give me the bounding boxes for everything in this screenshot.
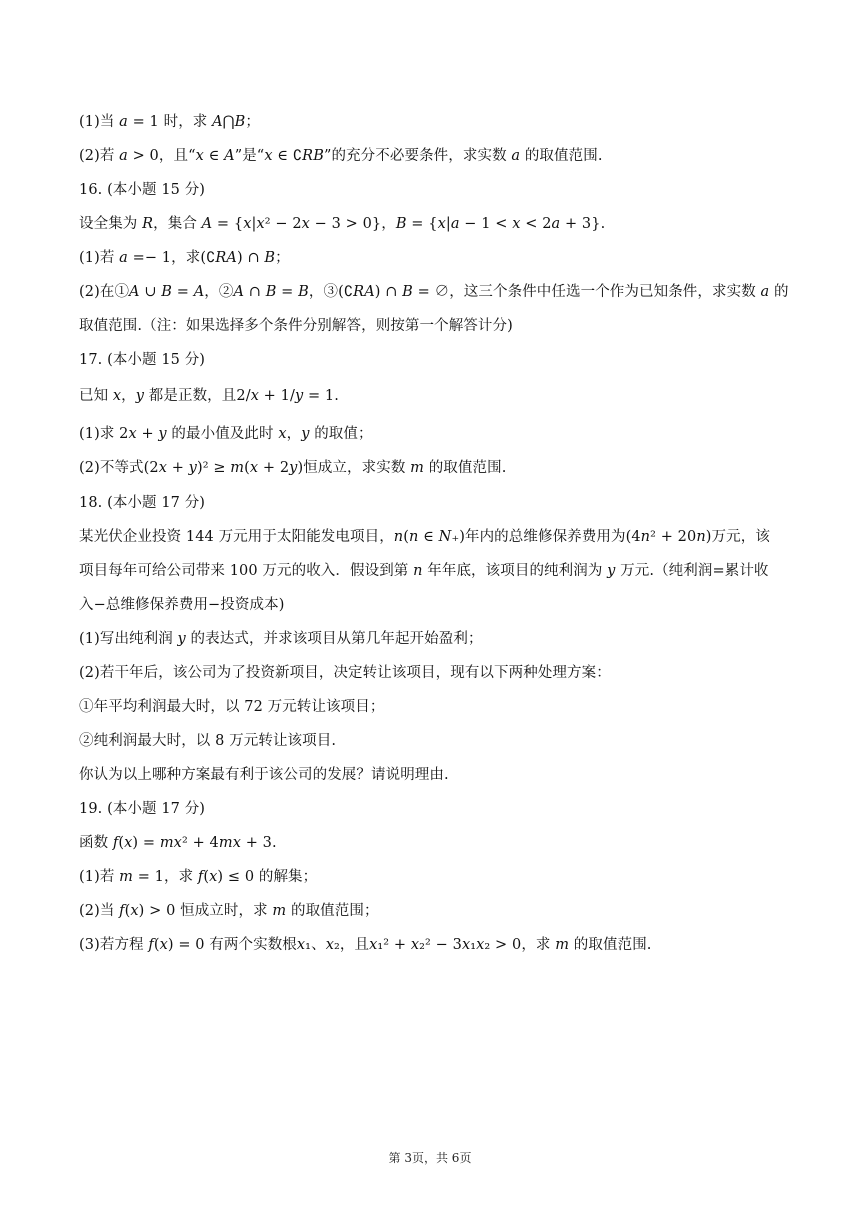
q19-part2: (2)当 𝑓(𝑥) > 0 恒成立时，求 𝑚 的取值范围； [79, 903, 379, 919]
q17-part2: (2)不等式(2𝑥 + 𝑦)² ≥ 𝑚(𝑥 + 2𝑦)恒成立，求实数 𝑚 的取值范围. [79, 460, 507, 476]
q18-part1: (1)写出纯利润 𝑦 的表达式，并求该项目从第几年起开始盈利； [79, 631, 483, 647]
document-page [79, 0, 789, 1216]
page-footer: 第 3页，共 6页 [388, 1151, 472, 1165]
q15-part2: (2)若 𝑎 > 0，且“𝑥 ∈ 𝐴”是“𝑥 ∈ ∁𝑅𝐵”的充分不必要条件，求实数 𝑎 的取值范围. [79, 148, 603, 164]
q19-part1: (1)若 𝑚 = 1，求 𝑓(𝑥) ≤ 0 的解集； [79, 869, 318, 885]
q18-stem-line2: 项目每年可给公司带来 100 万元的收入．假设到第 𝑛 年年底，该项目的纯利润为 𝑦 万元.（纯利润=累计收 [79, 563, 769, 579]
q18-stem-line1: 某光伏企业投资 144 万元用于太阳能发电项目，𝑛(𝑛 ∈ 𝑁₊)年内的总维修保养费用为(4𝑛² + 20𝑛)万元，该 [79, 529, 770, 545]
q17-part1: (1)求 2𝑥 + 𝑦 的最小值及此时 𝑥，𝑦 的取值； [79, 426, 373, 442]
q18-option1: ①年平均利润最大时，以 72 万元转让该项目； [79, 699, 385, 715]
q19-stem: 函数 𝑓(𝑥) = 𝑚𝑥² + 4𝑚𝑥 + 3. [79, 835, 277, 851]
q19-part3: (3)若方程 𝑓(𝑥) = 0 有两个实数根𝑥₁、𝑥₂，且𝑥₁² + 𝑥₂² − 3𝑥₁𝑥₂ > 0，求 𝑚 的取值范围. [79, 937, 652, 953]
q17-heading: 17. (本小题 15 分) [79, 352, 206, 368]
q16-part1: (1)若 𝑎 =− 1，求(∁𝑅𝐴) ∩ 𝐵； [79, 250, 290, 266]
q19-heading: 19. (本小题 17 分) [79, 801, 206, 817]
q16-heading: 16. (本小题 15 分) [79, 182, 206, 198]
q16-part2-line1: (2)在①𝐴 ∪ 𝐵 = 𝐴，②𝐴 ∩ 𝐵 = 𝐵，③(∁𝑅𝐴) ∩ 𝐵 = ∅，这三个条件中任选一个作为已知条件，求实数 𝑎 的 [79, 284, 789, 300]
q16-stem: 设全集为 𝑅，集合 𝐴 = {𝑥|𝑥² − 2𝑥 − 3 > 0}，𝐵 = {𝑥|𝑎 − 1 < 𝑥 < 2𝑎 + 3}. [79, 216, 606, 232]
q15-part1: (1)当 𝑎 = 1 时，求 𝐴⋂𝐵； [79, 114, 261, 130]
q18-stem-line3: 入−总维修保养费用−投资成本) [79, 597, 285, 613]
q18-option2: ②纯利润最大时，以 8 万元转让该项目. [79, 733, 337, 749]
q17-stem: 已知 𝑥，𝑦 都是正数，且2/𝑥 + 1/𝑦 = 1. [79, 388, 339, 404]
q16-part2-line2: 取值范围.（注：如果选择多个条件分别解答，则按第一个解答计分) [79, 318, 513, 334]
q18-part2: (2)若干年后，该公司为了投资新项目，决定转让该项目，现有以下两种处理方案： [79, 665, 611, 681]
q18-heading: 18. (本小题 17 分) [79, 495, 206, 511]
q18-question: 你认为以上哪种方案最有利于该公司的发展？请说明理由. [79, 767, 449, 783]
